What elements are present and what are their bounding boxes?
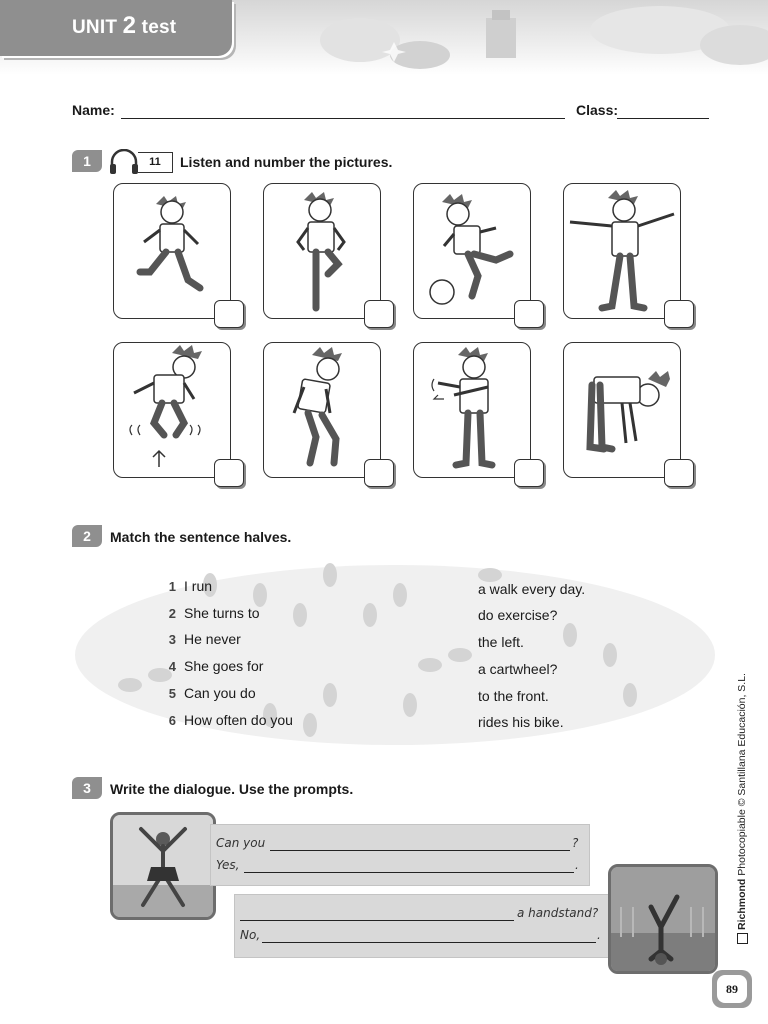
headphones-icon	[108, 149, 142, 175]
boy-standing-on-one-leg-icon	[264, 184, 380, 318]
picture-card-1	[113, 183, 231, 319]
copyright-text: Photocopiable © Santillana Educación, S.L.	[736, 673, 748, 876]
answer-box-2[interactable]	[364, 300, 394, 328]
girl-jumping-icon	[113, 815, 213, 917]
picture-card-4	[563, 183, 681, 319]
match-left-number: 3	[168, 632, 176, 647]
dialogue-answer-line[interactable]	[240, 920, 514, 921]
unit-word: UNIT	[72, 17, 118, 38]
name-field[interactable]	[121, 118, 565, 119]
class-label: Class:	[576, 102, 619, 118]
exercise-3-instruction: Write the dialogue. Use the prompts.	[110, 781, 354, 797]
exercise-1-badge: 1	[72, 150, 102, 172]
picture-card-8	[563, 342, 681, 478]
exercise-2-instruction: Match the sentence halves.	[110, 529, 292, 545]
dialogue-answer-line[interactable]	[270, 850, 570, 851]
dialogue-prompt: Yes,	[216, 858, 240, 872]
dialogue-answer-line[interactable]	[244, 872, 574, 873]
boy-bending-knees-icon	[264, 343, 380, 477]
answer-box-5[interactable]	[214, 459, 244, 487]
boy-arms-out-icon	[564, 184, 680, 318]
richmond-logo-icon	[737, 933, 748, 944]
dialogue-prompt: No,	[240, 928, 261, 942]
answer-box-4[interactable]	[664, 300, 694, 328]
match-left-item: She turns to	[184, 605, 260, 621]
boy-running-icon	[114, 184, 230, 318]
match-left-number: 1	[168, 579, 176, 594]
copyright-credit	[736, 673, 748, 944]
header-decoration	[240, 0, 768, 75]
page-number: 89	[717, 975, 747, 1003]
exercise-3-badge: 3	[72, 777, 102, 799]
unit-title	[72, 12, 176, 40]
dialogue-punctuation: .	[597, 928, 601, 942]
match-right-item: a cartwheel?	[478, 661, 558, 677]
match-left-number: 4	[168, 659, 176, 674]
dialogue-punctuation: ?	[572, 836, 579, 850]
dialogue-card-2	[234, 894, 610, 958]
match-left-item: He never	[184, 631, 241, 647]
class-field[interactable]	[617, 118, 709, 119]
boy-touching-toes-icon	[564, 343, 680, 477]
picture-card-5	[113, 342, 231, 478]
girl-jumping-photo	[110, 812, 216, 920]
match-right-item: the left.	[478, 634, 524, 650]
boy-handstand-icon	[611, 867, 715, 971]
picture-card-7	[413, 342, 531, 478]
match-left-item: She goes for	[184, 658, 264, 674]
boy-kicking-ball-icon	[414, 184, 530, 318]
match-left-item: How often do you	[184, 712, 293, 728]
dialogue-card-1	[210, 824, 590, 886]
brand-name: Richmond	[736, 878, 748, 930]
match-right-item: to the front.	[478, 688, 549, 704]
picture-card-3	[413, 183, 531, 319]
dialogue-prompt: a handstand?	[517, 906, 599, 920]
answer-box-6[interactable]	[364, 459, 394, 487]
track-number: 11	[138, 152, 173, 173]
match-left-number: 5	[168, 686, 176, 701]
answer-box-3[interactable]	[514, 300, 544, 328]
name-label: Name:	[72, 102, 115, 118]
exercise-1-instruction: Listen and number the pictures.	[180, 154, 393, 170]
dialogue-punctuation: .	[575, 858, 579, 872]
match-left-item: I run	[184, 578, 213, 594]
match-left-item: Can you do	[184, 685, 256, 701]
picture-card-6	[263, 342, 381, 478]
picture-card-2	[263, 183, 381, 319]
unit-number: 2	[122, 12, 137, 39]
dialogue-answer-line[interactable]	[262, 942, 596, 943]
match-right-item: do exercise?	[478, 607, 558, 623]
match-right-item: a walk every day.	[478, 581, 586, 597]
exercise-2-badge: 2	[72, 525, 102, 547]
test-word: test	[141, 17, 177, 38]
match-left-number: 2	[168, 606, 176, 621]
boy-jumping-icon	[114, 343, 230, 477]
match-right-item: rides his bike.	[478, 714, 564, 730]
match-left-number: 6	[168, 713, 176, 728]
dialogue-prompt: Can you	[216, 836, 266, 850]
answer-box-1[interactable]	[214, 300, 244, 328]
answer-box-8[interactable]	[664, 459, 694, 487]
boy-turning-arms-icon	[414, 343, 530, 477]
boy-handstand-photo	[608, 864, 718, 974]
answer-box-7[interactable]	[514, 459, 544, 487]
